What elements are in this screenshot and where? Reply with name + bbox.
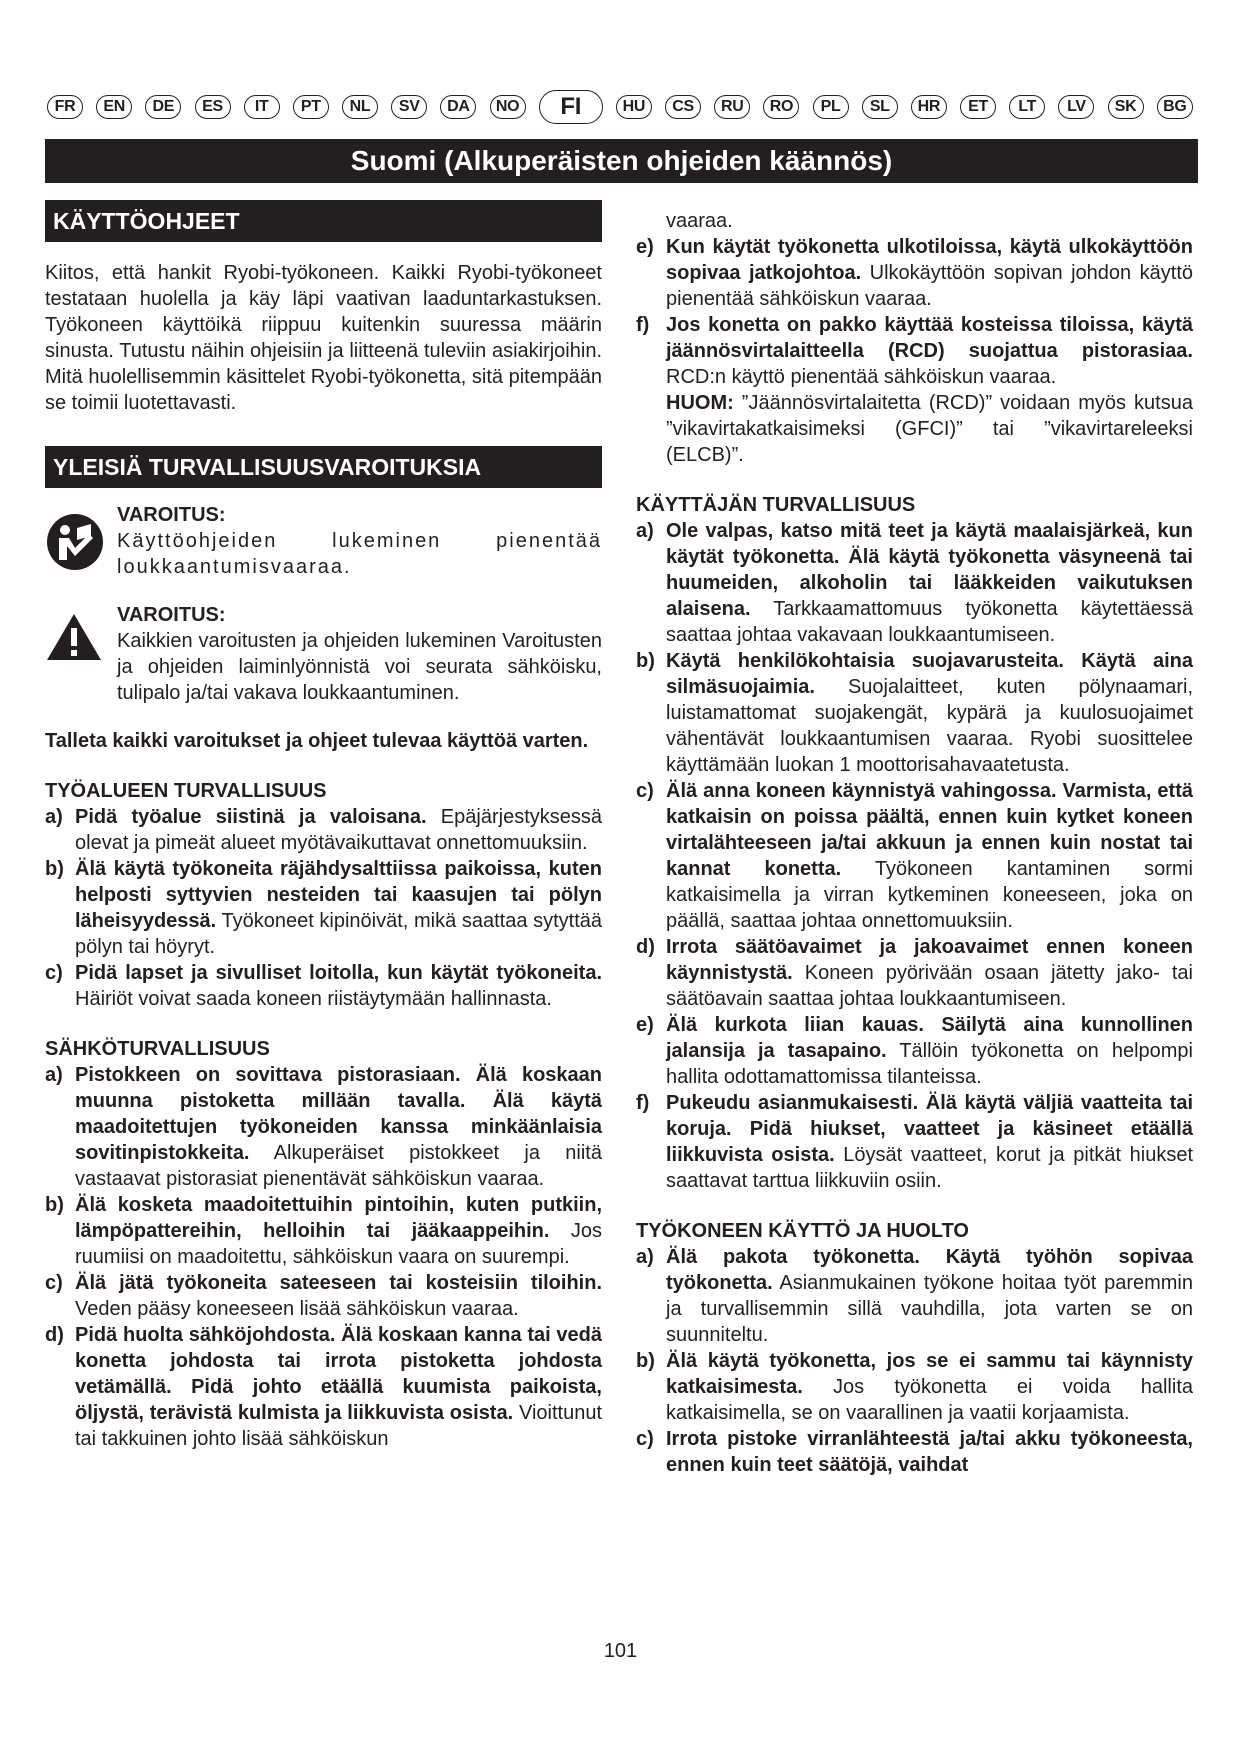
list-text-bold: Pidä työalue siistinä ja valoisana. xyxy=(75,806,427,828)
language-hu: HU xyxy=(616,95,652,119)
list-text-bold: Ole valpas, katso mitä teet ja käytä maalaisjärkeä, kun käytät työkonetta. Älä käytä työkonetta väsyneenä tai huumeiden, alkoholin tai lääkkeiden vaikutuksen alaisena. xyxy=(666,520,1193,620)
list-marker: e) xyxy=(636,1014,654,1036)
list-marker: e) xyxy=(636,236,654,258)
language-bg: BG xyxy=(1157,95,1193,119)
list-text-bold: Älä jätä työkoneita sateeseen tai kosteisiin tiloihin. xyxy=(75,1272,602,1294)
list-marker: d) xyxy=(45,1324,64,1346)
list-text xyxy=(666,518,1193,648)
warning-label: VAROITUS: xyxy=(117,504,226,526)
list-text-normal: Asianmukainen työkone hoitaa työt paremmin ja turvallisemmin sillä vauhdilla, jota varten se on suunniteltu. xyxy=(666,1272,1193,1346)
warning-label: VAROITUS: xyxy=(117,604,226,626)
list-text-normal: Suojalaitteet, kuten pölynaamari, luistamattomat suojakengät, kypärä ja kuulosuojaimet vähentävät loukkaantumisen vaaraa. Ryobi suosittelee käyttämään luokan 1 moottorisahavaatetusta. xyxy=(666,676,1193,776)
language-lv: LV xyxy=(1058,95,1094,119)
list-text-bold: Pistokkeen on sovittava pistorasiaan. Älä koskaan muunna pistoketta millään tavalla. Älä käytä maadoitettujen työkoneiden kanssa minkäänlaisia sovitinpistokkeita. xyxy=(75,1064,602,1164)
list-text-normal: Ulkokäyttöön sopivan johdon käyttö pienentää sähköiskun vaaraa. xyxy=(666,262,1193,310)
user-safety-list xyxy=(636,518,1193,1194)
list-text xyxy=(75,1270,602,1322)
list-text-bold: Pidä huolta sähköjohdosta. Älä koskaan kanna tai vedä konetta johdosta tai irrota pistoketta johdosta vetämällä. Pidä johto etäällä kuumista paikoista, öljystä, terävistä kulmista ja liikkuvista osista. xyxy=(75,1324,602,1424)
note-label: HUOM: xyxy=(666,392,734,414)
list-text-bold: Käytä henkilökohtaisia suojavarusteita. Käytä aina silmäsuojaimia. xyxy=(666,650,1193,698)
list-text xyxy=(75,960,602,1012)
list-text-bold: Älä käytä työkoneita räjähdysalttiissa paikoissa, kuten helposti syttyvien nesteiden tai kaasujen tai pölyn läheisyydessä. xyxy=(75,858,602,932)
list-text-normal: Vioittunut tai takkuinen johto lisää sähköiskun xyxy=(75,1402,602,1450)
tool-use-heading: TYÖKONEEN KÄYTTÖ JA HUOLTO xyxy=(636,1220,969,1242)
list-text-bold: Jos konetta on pakko käyttää kosteissa tiloissa, käytä jäännösvirtalaitteella (RCD) suojattua pistorasiaa. xyxy=(666,314,1193,362)
read-manual-icon xyxy=(45,502,117,579)
intro-paragraph: Kiitos, että hankit Ryobi-työkoneen. Kaikki Ryobi-työkoneet testataan huolella ja käy läpi vaativan laaduntarkastuksen. Työkoneen käyttöikä riippuu kuitenkin suuressa määrin sinusta. Tutustu näihin ohjeisiin ja liitteenä tuleviin asiakirjoihin. Mitä huolellisemmin käsittelet Ryobi-työkonetta, sitä pitempään se toimii luotettavasti. xyxy=(45,262,602,414)
list-text xyxy=(75,856,602,960)
language-sv: SV xyxy=(391,95,427,119)
list-text xyxy=(666,1244,1193,1348)
list-marker: a) xyxy=(45,806,63,828)
list-text xyxy=(666,1426,1193,1478)
language-hr: HR xyxy=(911,95,947,119)
list-item xyxy=(636,1348,1193,1426)
warning-text: Kaikkien varoitusten ja ohjeiden lukeminen Varoitusten ja ohjeiden laiminlyönnistä voi seurata sähköisku, tulipalo ja/tai vakava loukkaantuminen. xyxy=(117,630,602,704)
list-text xyxy=(666,312,1193,390)
list-item xyxy=(636,1012,1193,1090)
list-text-normal: Alkuperäiset pistokkeet ja niitä vastaavat pistorasiat pienentävät sähköiskun vaaraa. xyxy=(75,1142,602,1190)
language-sk: SK xyxy=(1108,95,1144,119)
list-marker: b) xyxy=(45,858,64,880)
list-marker: b) xyxy=(45,1194,64,1216)
work-area-heading: TYÖALUEEN TURVALLISUUS xyxy=(45,780,327,802)
list-item xyxy=(45,1270,602,1322)
warning-triangle-icon xyxy=(45,602,117,669)
keep-instructions-note: Talleta kaikki varoitukset ja ohjeet tulevaa käyttöä varten. xyxy=(45,730,589,752)
warning-general xyxy=(45,602,602,706)
list-item xyxy=(45,1322,602,1452)
list-text xyxy=(666,934,1193,1012)
page-title: Suomi (Alkuperäisten ohjeiden käännös) xyxy=(45,139,1198,183)
list-marker: a) xyxy=(636,520,654,542)
warning-read-manual xyxy=(45,502,602,580)
list-text-normal: Epäjärjestyksessä olevat ja pimeät alueet myötävaikuttavat onnettomuuksiin. xyxy=(75,806,602,854)
user-safety-heading: KÄYTTÄJÄN TURVALLISUUS xyxy=(636,494,916,516)
list-text-bold: Irrota säätöavaimet ja jakoavaimet ennen koneen käynnistystä. xyxy=(666,936,1193,984)
list-item xyxy=(45,1192,602,1270)
language-pl: PL xyxy=(813,95,849,119)
list-text-normal: Koneen pyörivään osaan jätetty jako- tai säätöavain saattaa johtaa loukkaantumiseen. xyxy=(666,962,1193,1010)
page-number: 101 xyxy=(603,1640,638,1662)
list-marker: c) xyxy=(636,1428,654,1450)
list-marker: c) xyxy=(636,780,654,802)
list-text xyxy=(75,804,602,856)
language-de: DE xyxy=(145,95,181,119)
language-lt: LT xyxy=(1009,95,1045,119)
language-ru: RU xyxy=(714,95,750,119)
rcd-note xyxy=(636,390,1193,468)
list-text-bold: Pukeudu asianmukaisesti. Älä käytä väljiä vaatteita tai koruja. Pidä hiukset, vaatteet ja käsineet etäällä liikkuvista osista. xyxy=(666,1092,1193,1166)
language-es: ES xyxy=(195,95,231,119)
list-text-normal: Jos ruumiisi on maadoitettu, sähköiskun vaara on suurempi. xyxy=(75,1220,602,1268)
list-item xyxy=(636,934,1193,1012)
list-marker: f) xyxy=(636,1092,650,1114)
list-item xyxy=(636,312,1193,390)
list-text-bold: Pidä lapset ja sivulliset loitolla, kun käytät työkoneita. xyxy=(75,962,602,984)
list-item xyxy=(45,804,602,856)
list-text xyxy=(666,1348,1193,1426)
list-marker: c) xyxy=(45,962,63,984)
language-nl: NL xyxy=(342,95,378,119)
language-it: IT xyxy=(244,95,280,119)
list-text xyxy=(75,1062,602,1192)
list-marker: b) xyxy=(636,650,655,672)
list-text xyxy=(666,778,1193,934)
language-pt: PT xyxy=(293,95,329,119)
right-column xyxy=(636,208,1193,1478)
section-heading-safety: YLEISIÄ TURVALLISUUSVAROITUKSIA xyxy=(45,446,602,488)
list-marker: a) xyxy=(45,1064,63,1086)
list-text-normal: Työkoneet kipinöivät, mikä saattaa sytyttää pölyn tai höyryt. xyxy=(75,910,602,958)
list-text xyxy=(666,234,1193,312)
warning-text: Käyttöohjeiden lukeminen pienentää loukkaantumisvaaraa. xyxy=(117,530,602,578)
list-text-normal: Häiriöt voivat saada koneen riistäytymään hallinnasta. xyxy=(75,988,552,1010)
section-heading-instructions: KÄYTTÖOHJEET xyxy=(45,200,602,242)
list-marker: b) xyxy=(636,1350,655,1372)
list-item xyxy=(636,1244,1193,1348)
language-da: DA xyxy=(440,95,476,119)
list-text xyxy=(666,1012,1193,1090)
list-text-normal: Tarkkaamattomuus työkonetta käytettäessä saattaa johtaa vakavaan loukkaantumiseen. xyxy=(666,598,1193,646)
electrical-heading: SÄHKÖTURVALLISUUS xyxy=(45,1038,270,1060)
list-marker: a) xyxy=(636,1246,654,1268)
language-fi: FI xyxy=(539,90,603,124)
list-item xyxy=(636,234,1193,312)
list-text-bold: Älä kurkota liian kauas. Säilytä aina kunnollinen jalansija ja tasapaino. xyxy=(666,1014,1193,1062)
list-marker: d) xyxy=(636,936,655,958)
electrical-list-continued xyxy=(636,234,1193,390)
list-item xyxy=(636,648,1193,778)
list-text-bold: Irrota pistoke virranlähteestä ja/tai akku työkoneesta, ennen kuin teet säätöjä, vaihdat xyxy=(666,1428,1193,1476)
list-text xyxy=(75,1192,602,1270)
language-en: EN xyxy=(96,95,132,119)
language-cs: CS xyxy=(665,95,701,119)
language-no: NO xyxy=(490,95,526,119)
list-marker: f) xyxy=(636,314,650,336)
language-fr: FR xyxy=(47,95,83,119)
language-sl: SL xyxy=(862,95,898,119)
list-text-bold: Älä anna koneen käynnistyä vahingossa. Varmista, että katkaisin on poissa päältä, ennen kuin kytket koneen virtalähteeseen ja/tai akkuun ja ennen kuin nostat tai kannat konetta. xyxy=(666,780,1193,880)
tool-use-list xyxy=(636,1244,1193,1478)
language-et: ET xyxy=(960,95,996,119)
list-text-bold: Älä kosketa maadoitettuihin pintoihin, kuten putkiin, lämpöpattereihin, helloihin tai jääkaappeihin. xyxy=(75,1194,602,1242)
list-item xyxy=(45,1062,602,1192)
list-text xyxy=(666,1090,1193,1194)
list-item xyxy=(636,1090,1193,1194)
list-item xyxy=(636,518,1193,648)
electrical-list xyxy=(45,1062,602,1452)
list-text-bold: Älä pakota työkonetta. Käytä työhön sopivaa työkonetta. xyxy=(666,1246,1193,1294)
list-text-normal: RCD:n käyttö pienentää sähköiskun vaaraa. xyxy=(666,366,1057,388)
list-item xyxy=(45,960,602,1012)
work-area-list xyxy=(45,804,602,1012)
list-item xyxy=(636,1426,1193,1478)
left-column xyxy=(45,200,602,1452)
list-text-bold: Älä käytä työkonetta, jos se ei sammu tai käynnisty katkaisimesta. xyxy=(666,1350,1193,1398)
list-item xyxy=(45,856,602,960)
list-text-normal: Työkoneen kantaminen sormi katkaisimella ja virran kytkeminen koneeseen, joka on päällä, saattaa johtaa onnettomuuksiin. xyxy=(666,858,1193,932)
list-text xyxy=(75,1322,602,1452)
list-text-normal: Veden pääsy koneeseen lisää sähköiskun vaaraa. xyxy=(75,1298,519,1320)
list-marker: c) xyxy=(45,1272,63,1294)
list-text xyxy=(666,648,1193,778)
note-text: ”Jäännösvirtalaitetta (RCD)” voidaan myös kutsua ”vikavirtakatkaisimeksi (GFCI)” tai ”vikavirtareleeksi (ELCB)”. xyxy=(666,392,1193,466)
language-ro: RO xyxy=(763,95,799,119)
list-text-normal: Löysät vaatteet, korut ja pitkät hiukset saattavat tarttua liikkuviin osiin. xyxy=(666,1144,1194,1192)
list-text-bold: Kun käytät työkonetta ulkotiloissa, käytä ulkokäyttöön sopivaa jatkojohtoa. xyxy=(666,236,1193,284)
list-item xyxy=(636,778,1193,934)
continued-text: vaaraa. xyxy=(666,210,733,232)
list-text-normal: Jos työkonetta ei voida hallita katkaisimella, se on vaarallinen ja vaatii korjaamista. xyxy=(666,1376,1193,1424)
language-selector xyxy=(47,90,1193,124)
list-text-normal: Tällöin työkonetta on helpompi hallita odottamattomissa tilanteissa. xyxy=(666,1040,1193,1088)
